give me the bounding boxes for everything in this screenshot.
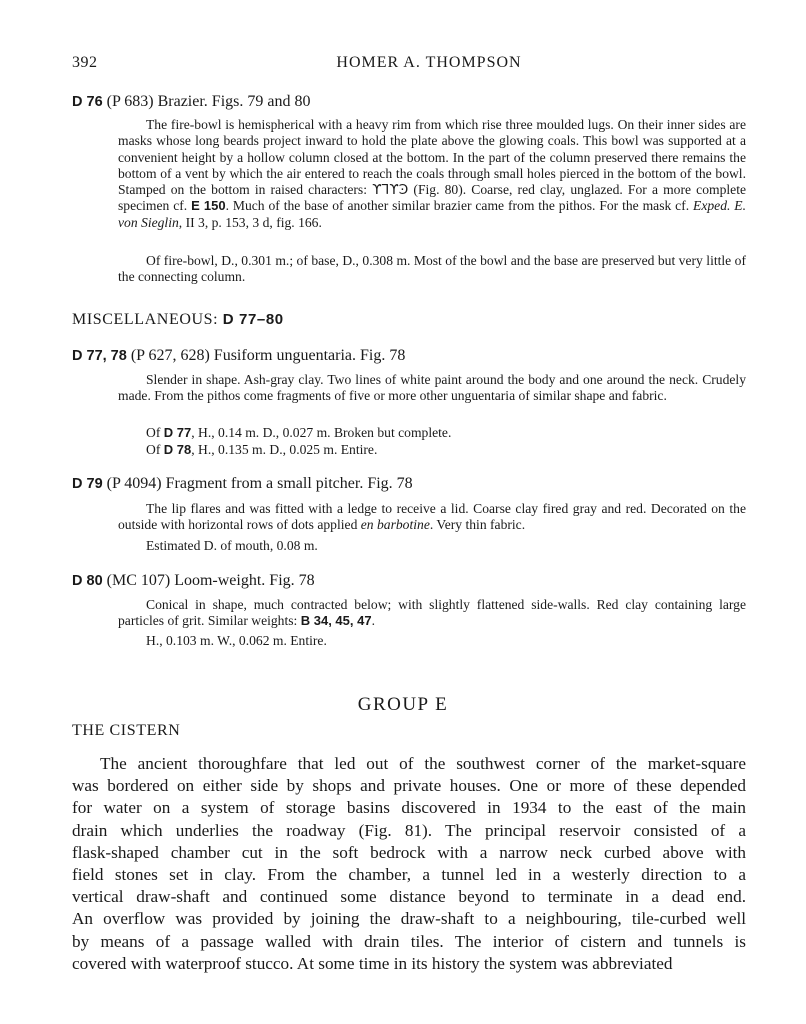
body-paragraph (72, 753, 746, 975)
description-text: The lip flares and was fitted with a ledge to receive a lid. Coarse clay fired gray and red. Decorated on the outside with horizontal rows of dots applied (118, 501, 746, 533)
description-text: The fire-bowl is hemispherical with a heavy rim from which rise three moulded lugs. On their inner sides are masks whose long beards project inward to hold the plate above the glowing coals. This bowl was supported at a convenient height by a hollow column closed at the bottom. In the part of the column preserved there remains the bottom of a vent by which the air entered to reach the coals through small holes pierced in the bottom of the bowl. Stamped on the bottom in raised characters: (118, 117, 746, 198)
running-header (72, 54, 746, 76)
body-line: by means of a passage walled with drain tiles. The interior of cistern and tunnels is (72, 931, 746, 951)
catalogue-number: D 77, 78 (72, 348, 127, 364)
entry-description-d80 (118, 597, 746, 630)
body-line: drain which underlies the roadway (Fig. 81). The principal reservoir consisted of a (72, 820, 746, 840)
catalogue-reference: D 77 (163, 425, 192, 440)
body-line: was bordered on either side by shops and private houses. One or more of these depended (72, 776, 746, 796)
catalogue-number: D 80 (72, 573, 103, 589)
entry-description-d76 (118, 117, 746, 231)
technique-term: en barbotine (360, 517, 430, 533)
stamp-inscription: ϒ⅂ϒϿ (372, 182, 409, 199)
body-line: flask-shaped chamber cut in the soft bedrock with a narrow neck curbed above with (72, 842, 746, 862)
entry-heading-d80 (72, 571, 746, 591)
entry-heading-d76 (72, 92, 746, 112)
body-line: vertical draw-shaft and continued some distance beyond to terminate in a dead end. (72, 887, 746, 907)
bibliographic-reference: Exped. E. von Sieglin (118, 198, 747, 230)
catalogue-reference: E 150 (191, 198, 226, 214)
description-text: . (371, 613, 375, 629)
description-text: . Much of the base of another similar brazier came from the pithos. For the mask cf. (225, 198, 694, 214)
entry-dimensions-d77 (146, 425, 746, 441)
entry-heading-d79 (72, 474, 746, 494)
entry-dimensions-d79: Estimated D. of mouth, 0.08 m. (146, 538, 318, 553)
body-line: The ancient thoroughfare that led out of the southwest corner of the market-square (100, 754, 746, 773)
group-heading: GROUP E (357, 694, 449, 715)
entry-description-d79 (118, 501, 746, 534)
entry-title: (MC 107) Loom-weight. Fig. 78 (106, 572, 315, 589)
catalogue-number: D 79 (72, 476, 103, 492)
entry-heading-d77-78 (72, 346, 746, 366)
entry-title: (P 683) Brazier. Figs. 79 and 80 (106, 93, 311, 110)
catalogue-reference: D 78 (163, 442, 192, 457)
body-line: field stones set in clay. From the chamber, a tunnel led in a westerly direction to a (72, 865, 746, 885)
description-text: . Very thin fabric. (429, 517, 526, 533)
section-label: MISCELLANEOUS: (72, 311, 219, 328)
catalogue-number: D 76 (72, 94, 103, 110)
catalogue-reference: B 34, 45, 47 (300, 613, 372, 629)
body-line: An overflow was provided by joining the draw-shaft to a neighbouring, tile-curbed well (72, 909, 746, 929)
entry-dimensions-d80: H., 0.103 m. W., 0.062 m. Entire. (146, 633, 327, 648)
entry-title: (P 627, 628) Fusiform unguentaria. Fig. 78 (130, 347, 406, 364)
section-range: D 77–80 (222, 311, 284, 328)
body-line: covered with waterproof stucco. At some time in its history the system was abbreviated (72, 953, 673, 973)
running-title: HOMER A. THOMPSON (336, 54, 522, 71)
description-text: (Fig. 80). Coarse, red clay, unglazed. For a more complete specimen cf. (118, 182, 746, 214)
entry-title: (P 4094) Fragment from a small pitcher. Fig. 78 (106, 475, 413, 492)
section-heading-miscellaneous (72, 311, 284, 329)
body-line: for water on a system of storage basins discovered in 1934 to the east of the main (72, 798, 746, 818)
description-text: Conical in shape, much contracted below; with slightly flattened side-walls. Red clay containing large particles of grit. Similar weights: (118, 597, 746, 629)
page-number: 392 (72, 54, 98, 71)
entry-description-d77-78: Slender in shape. Ash-gray clay. Two lines of white paint around the body and one around the neck. Crudely made. From the pithos come fragments of five or more other unguentaria of similar shape and fabric. (118, 372, 746, 404)
entry-dimensions-d76: Of fire-bowl, D., 0.301 m.; of base, D., 0.308 m. Most of the bowl and the base are preserved but very little of the connecting column. (118, 253, 746, 285)
description-text: , II 3, p. 153, 3 d, fig. 166. (178, 214, 322, 230)
dimension-text: , H., 0.14 m. D., 0.027 m. Broken but complete. (191, 425, 452, 440)
entry-dimensions-d78 (146, 442, 746, 458)
dimension-text: , H., 0.135 m. D., 0.025 m. Entire. (191, 442, 378, 457)
dimension-text: Of (146, 442, 164, 457)
dimension-text: Of (146, 425, 164, 440)
subsection-heading: THE CISTERN (72, 722, 181, 739)
